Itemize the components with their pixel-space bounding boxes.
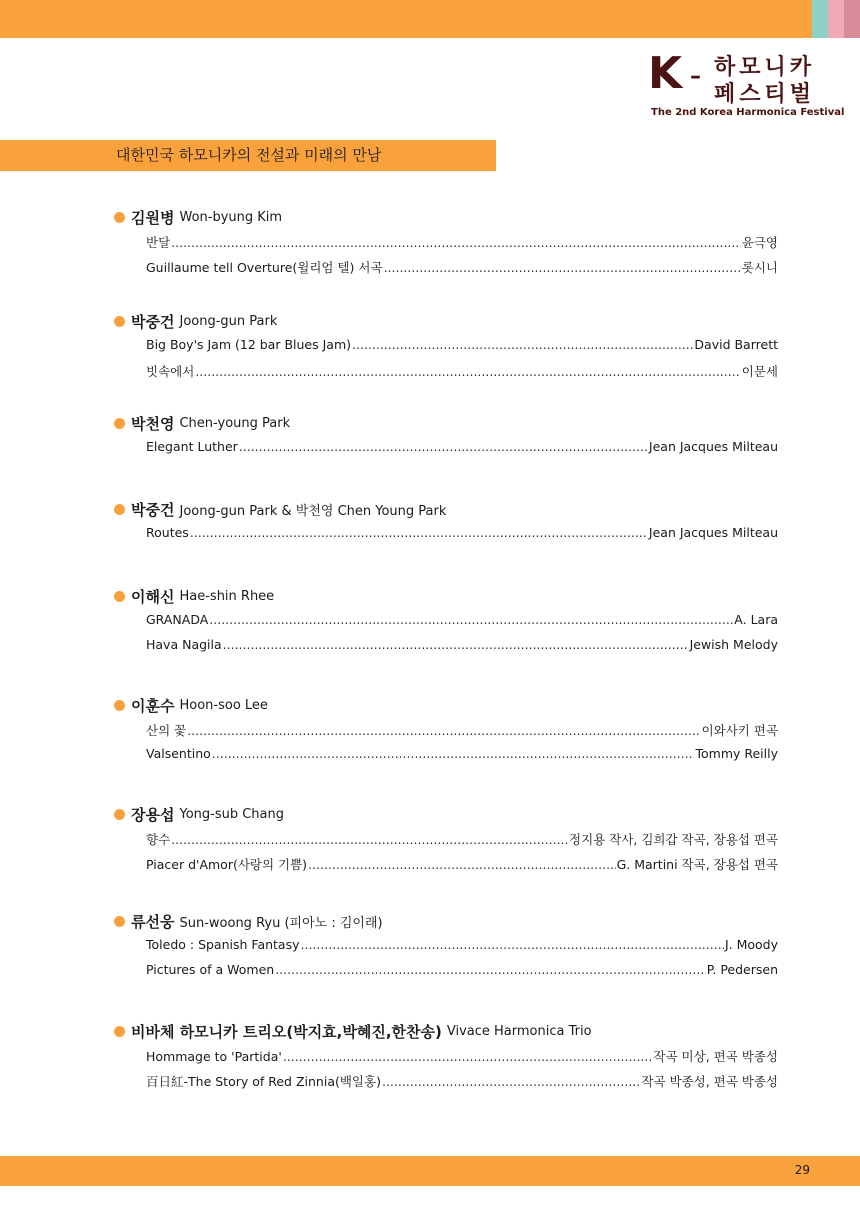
piece-row: [146, 962, 778, 987]
dot-leader: [171, 235, 741, 250]
logo-dash: –: [690, 64, 701, 89]
festival-logo: [648, 48, 845, 122]
piece-credit: 작곡 미상, 편곡 박종성: [653, 1049, 778, 1064]
corner-stripe-teal: [812, 0, 828, 38]
dot-leader: [384, 260, 741, 275]
bullet-dot-icon: [114, 1026, 125, 1037]
performer-name-english: Chen-young Park: [179, 415, 291, 431]
piece-title: Big Boy's Jam (12 bar Blues Jam): [146, 337, 352, 352]
performer-name-korean: 장용섭: [131, 805, 175, 824]
piece-list: [146, 937, 778, 987]
piece-row: [146, 337, 778, 362]
piece-list: [146, 525, 778, 550]
piece-row: [146, 525, 778, 550]
piece-title: 향수: [146, 832, 171, 847]
bullet-dot-icon: [114, 504, 125, 515]
performer-name-english: Joong-gun Park & 박천영 Chen Young Park: [179, 503, 447, 519]
piece-list: [146, 233, 778, 283]
performer-name-korean: 박중건: [131, 500, 175, 519]
performer-name-english: Won-byung Kim: [179, 209, 283, 225]
piece-list: [146, 1047, 778, 1097]
performer-block: [114, 911, 784, 977]
piece-title: 반달: [146, 235, 171, 250]
piece-credit: Tommy Reilly: [695, 746, 778, 761]
piece-credit: David Barrett: [694, 337, 778, 352]
performer-name-english: Hae-shin Rhee: [179, 588, 275, 604]
performer-name-english: Yong-sub Chang: [179, 806, 285, 822]
piece-list: [146, 337, 778, 387]
piece-list: [146, 721, 778, 771]
piece-row: [146, 855, 778, 880]
performer-name-english: Joong-gun Park: [179, 313, 278, 329]
dot-leader: [187, 723, 700, 738]
page-number: 29: [794, 1163, 810, 1177]
dot-leader: [352, 337, 693, 352]
piece-title: Elegant Luther: [146, 439, 238, 454]
performer-name-korean: 박중건: [131, 312, 175, 331]
piece-title: Pictures of a Women: [146, 962, 275, 977]
piece-row: [146, 637, 778, 662]
performer-block: [114, 804, 784, 872]
bullet-dot-icon: [114, 809, 125, 820]
performer-block: [114, 311, 784, 379]
performer-heading: [114, 413, 784, 433]
corner-stripe-pink: [828, 0, 844, 38]
piece-credit: G. Martini 작곡, 장용섭 편곡: [616, 857, 778, 872]
bullet-dot-icon: [114, 316, 125, 327]
performer-block: [114, 207, 784, 275]
piece-row: [146, 746, 778, 771]
piece-credit: J. Moody: [724, 937, 778, 952]
corner-stripe-rose: [844, 0, 860, 38]
bullet-dot-icon: [114, 418, 125, 429]
piece-title: 빗속에서: [146, 364, 195, 379]
performer-name-korean: 이해신: [131, 587, 175, 606]
piece-credit: Jean Jacques Milteau: [648, 439, 778, 454]
dot-leader: [239, 439, 648, 454]
piece-credit: 이와사키 편곡: [701, 723, 778, 738]
piece-credit: Jean Jacques Milteau: [648, 525, 778, 540]
performer-name-english: Hoon-soo Lee: [179, 697, 268, 713]
performer-heading: [114, 207, 784, 227]
performer-name-korean: 김원병: [131, 208, 175, 227]
performer-name-korean: 비바체 하모니카 트리오(박지효,박혜진,한찬송): [131, 1022, 442, 1041]
performer-name-english: Sun-woong Ryu (피아노 : 김이래): [179, 915, 383, 931]
piece-row: [146, 439, 778, 464]
piece-row: [146, 233, 778, 258]
piece-credit: A. Lara: [734, 612, 778, 627]
piece-list: [146, 612, 778, 662]
piece-row: [146, 721, 778, 746]
performer-name-korean: 류선웅: [131, 912, 175, 931]
piece-credit: 롯시니: [741, 260, 778, 275]
bullet-dot-icon: [114, 700, 125, 711]
piece-title: Toledo : Spanish Fantasy: [146, 937, 300, 952]
dot-leader: [382, 1074, 640, 1089]
piece-row: [146, 1047, 778, 1072]
performer-heading: [114, 911, 784, 931]
piece-title: 산의 꽃: [146, 723, 187, 738]
performer-name-korean: 이훈수: [131, 696, 175, 715]
bottom-accent-bar: [0, 1156, 860, 1186]
piece-title: Guillaume tell Overture(윌리엄 텔) 서곡: [146, 260, 383, 275]
performer-heading: [114, 1021, 784, 1041]
top-accent-bar: [0, 0, 860, 38]
bullet-dot-icon: [114, 591, 125, 602]
piece-row: [146, 258, 778, 283]
performer-block: [114, 1021, 784, 1089]
performer-name-english: Vivace Harmonica Trio: [446, 1023, 592, 1039]
dot-leader: [171, 832, 568, 847]
performer-block: [114, 499, 784, 540]
piece-credit: 윤극영: [741, 235, 778, 250]
piece-title: GRANADA: [146, 612, 209, 627]
piece-title: Routes: [146, 525, 189, 540]
performer-block: [114, 413, 784, 454]
piece-credit: 작곡 박종성, 편곡 박종성: [641, 1074, 778, 1089]
dot-leader: [308, 857, 616, 872]
dot-leader: [190, 525, 648, 540]
piece-list: [146, 830, 778, 880]
bullet-dot-icon: [114, 916, 125, 927]
logo-k-letter: K: [648, 48, 683, 99]
dot-leader: [212, 746, 695, 761]
piece-title: Valsentino: [146, 746, 211, 761]
section-title-banner: 대한민국 하모니카의 전설과 미래의 만남: [0, 140, 496, 171]
piece-row: [146, 612, 778, 637]
piece-credit: 이문세: [741, 364, 778, 379]
dot-leader: [209, 612, 733, 627]
piece-title: 百日紅-The Story of Red Zinnia(백일홍): [146, 1074, 381, 1089]
performer-heading: [114, 804, 784, 824]
piece-row: [146, 937, 778, 962]
piece-row: [146, 1072, 778, 1097]
performer-block: [114, 586, 784, 652]
dot-leader: [283, 1049, 653, 1064]
bullet-dot-icon: [114, 212, 125, 223]
performer-heading: [114, 586, 784, 606]
dot-leader: [223, 637, 689, 652]
piece-title: Hommage to 'Partida': [146, 1049, 282, 1064]
piece-credit: P. Pedersen: [706, 962, 778, 977]
piece-credit: Jewish Melody: [689, 637, 778, 652]
performer-name-korean: 박천영: [131, 414, 175, 433]
piece-row: [146, 362, 778, 387]
performer-heading: [114, 311, 784, 331]
piece-credit: 정지용 작사, 김희갑 작곡, 장용섭 편곡: [569, 832, 778, 847]
performer-heading: [114, 695, 784, 715]
piece-title: Piacer d'Amor(사랑의 기쁨): [146, 857, 308, 872]
piece-row: [146, 830, 778, 855]
dot-leader: [195, 364, 740, 379]
piece-list: [146, 439, 778, 464]
piece-title: Hava Nagila: [146, 637, 222, 652]
logo-text-line2: 페스티벌: [714, 82, 816, 107]
performer-block: [114, 695, 784, 761]
performer-heading: [114, 499, 784, 519]
logo-subtitle: The 2nd Korea Harmonica Festival: [651, 107, 845, 118]
dot-leader: [301, 937, 724, 952]
logo-text-line1: 하모니카: [714, 55, 816, 80]
dot-leader: [275, 962, 706, 977]
